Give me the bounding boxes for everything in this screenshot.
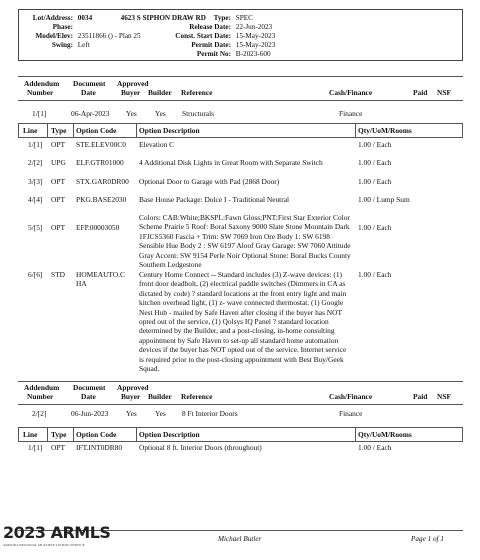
nsf-heading: NSF [437, 88, 451, 97]
divider [136, 427, 137, 442]
buyer-heading: Buyer [121, 88, 141, 97]
option-description-heading: Option Description [139, 430, 200, 439]
type-value: SPEC [235, 14, 253, 22]
cash-finance-heading: Cash/Finance [329, 88, 373, 97]
line-heading: Line [23, 126, 38, 135]
addendum-date: 06-Apr-2023 [71, 109, 110, 118]
addendum-number: 2/[2] [32, 409, 47, 418]
line-type: UPG [51, 158, 66, 167]
permit-date-value: 15-May-2023 [235, 41, 276, 49]
type-heading: Type [51, 126, 67, 135]
option-qty: 1.00 / Each [358, 443, 392, 452]
line-type: OPT [51, 223, 65, 232]
permit-no-row [175, 50, 271, 59]
reference-heading: Reference [181, 88, 213, 97]
addendum-number: 1/[1] [32, 109, 47, 118]
option-description: Elevation C [139, 140, 175, 149]
option-code: HOMEAUTO.C HA [76, 270, 125, 289]
divider [18, 100, 463, 101]
permit-no-value: B-2023-600 [235, 50, 271, 58]
date-heading: Date [81, 392, 96, 401]
footer-page-number: Page 1 of 1 [411, 535, 444, 543]
nsf-heading: NSF [437, 392, 451, 401]
model-row [21, 32, 141, 41]
option-code: IFT.INT0DR80 [76, 443, 123, 452]
release-label: Release Date: [189, 23, 231, 31]
number-heading: Number [27, 392, 54, 401]
line-heading: Line [23, 430, 38, 439]
divider [136, 123, 137, 138]
line-type: OPT [51, 177, 65, 186]
buyer-heading: Buyer [121, 392, 141, 401]
divider [18, 381, 463, 382]
armls-logo-subtitle: ARIZONA REGIONAL MULTIPLE LISTING SERVICE [3, 543, 85, 547]
phase-label: Phase: [52, 23, 73, 31]
option-description: Century Home Connect -- Standard includes (3) Z-wave devices: (1) front door deadbolt, (2) electrical paddle switches (Dimmers in CA as dictated by code) ? standard locations at the front entry light and main kitchen overhead light, (1) z- wave connected thermostat. (1) Google Nest Hub - mailed by Safe Haven after closing if the buyer has NOT opted out of the service, (1) Qolsys IQ Panel ? standard location determined by the Builder, and a post-closing, in-home consulting appointment by Safe Haven to set-up all standard home automation devices if the buyer has NOT opted out of the service. Internet service is required prior to the post-closing appointment with Best Buy/Geek Squad. [139, 270, 347, 374]
builder-heading: Builder [148, 88, 172, 97]
builder-heading: Builder [148, 392, 172, 401]
document-heading: Document [73, 383, 106, 392]
lot-number: 0034 [77, 14, 93, 22]
addendum-builder: Yes [155, 409, 166, 418]
addendum-cash-finance: Finance [339, 109, 363, 118]
divider [73, 427, 74, 442]
addendum-heading: Addendum [24, 383, 60, 392]
option-code: STX.GAR0DR00 [76, 177, 129, 186]
divider [355, 123, 356, 138]
permit-date-label: Permit Date: [191, 41, 231, 49]
line-number: 2/[2] [28, 158, 43, 167]
swing-value: Left [77, 41, 90, 49]
line-number: 5/[5] [28, 223, 43, 232]
option-code: STE.ELEV00C0 [76, 140, 126, 149]
const-start-value: 15-May-2023 [235, 32, 276, 40]
option-description: 4 Additional Disk Lights in Great Room with Separate Switch [139, 158, 323, 167]
divider [47, 427, 48, 442]
qty-heading: Qty/UoM/Rooms [358, 430, 412, 439]
line-type: OPT [51, 195, 65, 204]
option-qty: 1.00 / Each [358, 177, 392, 186]
date-heading: Date [81, 88, 96, 97]
line-number: 1/[1] [28, 443, 43, 452]
line-number: 1/[1] [28, 140, 43, 149]
option-description: Optional 8 ft. Interior Doors (throughout) [139, 443, 262, 452]
addendum-buyer: Yes [126, 409, 137, 418]
addendum-reference: Structurals [182, 109, 215, 118]
lot-header-box [18, 9, 463, 61]
option-code: ELF.GTR01000 [76, 158, 124, 167]
release-row [175, 23, 272, 32]
addendum-heading: Addendum [24, 79, 60, 88]
phase-row [21, 23, 78, 32]
option-description: Colors: CAB:White;BKSPL:Fawn Gloss;PNT:First Star Exterior Color Scheme Prairie 5 Roof: Boral Saxony 9000 Slate Stone Mountain Dark 1FJCS5360 Fascia + Trim: SW 7069 Iron Ore Body 1: SW 6198 Sensible Hue Body 2 : SW 6197 Aloof Gray Garage: SW 7060 Attitude Gray Accent: SW 9154 Perle Noir Optional Stone: Boral Bucks County Southern Ledgestone [139, 213, 351, 270]
line-type: STD [51, 270, 65, 279]
swing-row [21, 41, 90, 50]
line-type: OPT [51, 140, 65, 149]
option-qty: 1.00 / Each [358, 140, 392, 149]
const-start-label: Const. Start Date: [175, 32, 231, 40]
addendum-date: 06-Jun-2023 [71, 409, 109, 418]
lot-address: 4623 S SIPHON DRAW RD [120, 14, 206, 22]
addendum-builder: Yes [155, 109, 166, 118]
model-label: Model/Elev: [35, 32, 73, 40]
document-heading: Document [73, 79, 106, 88]
number-heading: Number [27, 88, 54, 97]
type-row [175, 14, 253, 23]
divider [47, 123, 48, 138]
option-description-heading: Option Description [139, 126, 200, 135]
paid-heading: Paid [413, 88, 428, 97]
line-number: 4/[4] [28, 195, 43, 204]
const-start-row [175, 32, 275, 41]
option-description: Optional Door to Garage with Pad (2868 Door) [139, 177, 280, 186]
option-qty: 1.00 / Each [358, 270, 392, 279]
qty-heading: Qty/UoM/Rooms [358, 126, 412, 135]
addendum-buyer: Yes [126, 109, 137, 118]
addendum-reference: 8 Ft Interior Doors [182, 409, 238, 418]
divider [73, 123, 74, 138]
option-code-heading: Option Code [76, 430, 117, 439]
line-number: 6/[6] [28, 270, 43, 279]
addendum-cash-finance: Finance [339, 409, 363, 418]
line-type: OPT [51, 443, 65, 452]
model-value: 23511866 () - Plan 25 [77, 32, 141, 40]
release-value: 22-Jun-2023 [235, 23, 273, 31]
armls-logo: 2023 ARMLS [3, 523, 111, 542]
type-label: Type: [213, 14, 231, 22]
option-code-heading: Option Code [76, 126, 117, 135]
divider [355, 427, 356, 442]
divider [18, 76, 463, 77]
option-code: EFP.00003050 [76, 223, 120, 232]
option-description: Base House Package: Dolce I - Traditional Neutral [139, 195, 290, 204]
type-heading: Type [51, 430, 67, 439]
lot-address-label: Lot/Address: [32, 14, 73, 22]
option-qty: 1.00 / Each [358, 158, 392, 167]
reference-heading: Reference [181, 392, 213, 401]
paid-heading: Paid [413, 392, 428, 401]
option-qty: 1.00 / Lump Sum [358, 195, 410, 204]
option-code: PKG.BASE2030 [76, 195, 127, 204]
swing-label: Swing: [51, 41, 73, 49]
permit-no-label: Permit No: [196, 50, 231, 58]
footer-name: Michael Butler [218, 535, 262, 543]
line-number: 3/[3] [28, 177, 43, 186]
approved-heading: Approved [117, 79, 149, 88]
divider [18, 404, 463, 405]
permit-date-row [175, 41, 275, 50]
cash-finance-heading: Cash/Finance [329, 392, 373, 401]
option-qty: 1.00 / Each [358, 223, 392, 232]
approved-heading: Approved [117, 383, 149, 392]
